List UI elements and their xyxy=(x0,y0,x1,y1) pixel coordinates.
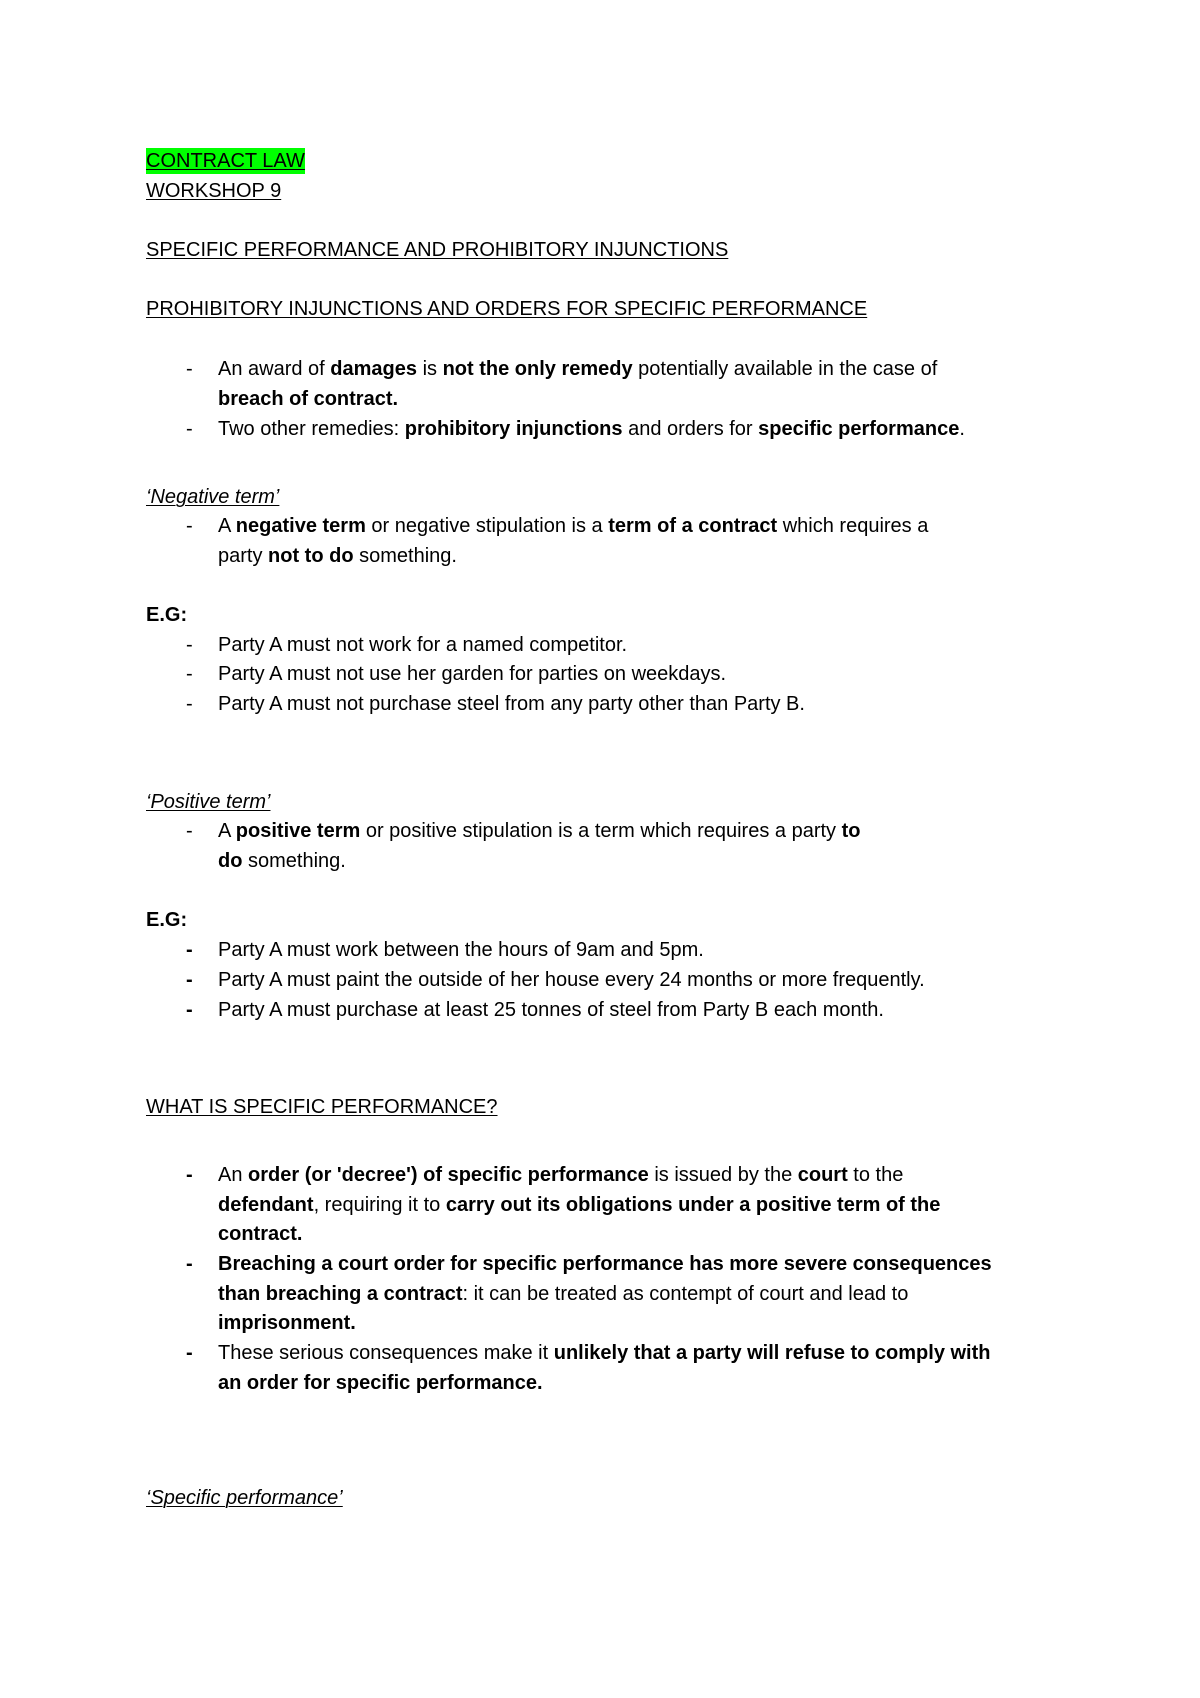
text-run: to the xyxy=(847,1164,904,1186)
sp-point-line xyxy=(218,1281,908,1307)
bold-text: not to do xyxy=(268,545,354,567)
intro-line xyxy=(218,386,398,412)
positive-definition-line xyxy=(218,818,861,844)
intro-line xyxy=(218,356,937,382)
bullet-dash: - xyxy=(186,358,193,380)
intro-line xyxy=(218,416,965,442)
bold-text: prohibitory injunctions xyxy=(404,418,623,440)
bold-text: defendant xyxy=(218,1194,314,1216)
specific-performance-heading: ‘Specific performance’ xyxy=(146,1487,343,1509)
bold-text: breach of contract. xyxy=(218,388,399,410)
bold-text: to xyxy=(841,820,861,842)
text-run: . xyxy=(959,418,965,440)
bullet-dash: - xyxy=(186,515,193,537)
bold-text: not the only remedy xyxy=(442,358,633,380)
bullet-dash: - xyxy=(186,663,193,685)
bullet-dash: - xyxy=(186,418,193,440)
negative-term-heading: ‘Negative term’ xyxy=(146,486,280,508)
bold-text: positive term xyxy=(235,820,361,842)
text-run: is xyxy=(417,358,443,380)
negative-example: Party A must not use her garden for parties on weekdays. xyxy=(218,663,727,685)
text-run: : it can be treated as contempt of court and lead to xyxy=(462,1283,909,1305)
sp-point-line xyxy=(218,1251,992,1277)
bullet-dash: - xyxy=(186,634,193,656)
positive-term-heading: ‘Positive term’ xyxy=(146,791,271,813)
sp-point-line xyxy=(218,1340,991,1366)
sp-point-line xyxy=(218,1192,940,1218)
bullet-dash: - xyxy=(186,1342,193,1364)
topic-heading: SPECIFIC PERFORMANCE AND PROHIBITORY INJUNCTIONS xyxy=(146,239,729,261)
negative-example: Party A must not work for a named competitor. xyxy=(218,634,628,656)
bold-text: an order for specific performance. xyxy=(218,1372,543,1394)
bold-text: contract. xyxy=(218,1223,303,1245)
positive-example: Party A must paint the outside of her house every 24 months or more frequently. xyxy=(218,969,925,991)
bold-text: court xyxy=(797,1164,848,1186)
bullet-dash: - xyxy=(186,820,193,842)
bold-text: term of a contract xyxy=(608,515,778,537)
text-run: or positive stipulation is a term which requires a party xyxy=(360,820,842,842)
bullet-dash: - xyxy=(186,969,193,991)
example-label: E.G: xyxy=(146,604,188,626)
text-run: party xyxy=(218,545,269,567)
text-run: which requires a xyxy=(777,515,929,537)
bold-text: damages xyxy=(330,358,418,380)
bold-text: unlikely that a party will refuse to comply with xyxy=(553,1342,991,1364)
example-label: E.G: xyxy=(146,909,188,931)
section-heading-specific-performance: WHAT IS SPECIFIC PERFORMANCE? xyxy=(146,1096,498,1118)
negative-example: Party A must not purchase steel from any party other than Party B. xyxy=(218,693,805,715)
text-run: something. xyxy=(242,850,346,872)
text-run: An award of xyxy=(218,358,331,380)
text-run: , requiring it to xyxy=(313,1194,446,1216)
bold-text: specific performance xyxy=(758,418,960,440)
text-run: A xyxy=(218,515,236,537)
sp-point-line xyxy=(218,1310,356,1336)
bullet-dash: - xyxy=(186,1164,193,1186)
bold-text: Breaching a court order for specific performance has more severe consequences xyxy=(218,1253,992,1275)
negative-definition-line xyxy=(218,513,928,539)
sp-point-line xyxy=(218,1221,302,1247)
bold-text: than breaching a contract xyxy=(218,1283,463,1305)
bold-text: imprisonment. xyxy=(218,1312,356,1334)
positive-definition-line xyxy=(218,848,346,874)
text-run: Two other remedies: xyxy=(218,418,405,440)
bold-text: carry out its obligations under a positive term of the xyxy=(445,1194,941,1216)
bullet-dash: - xyxy=(186,693,193,715)
text-run: and orders for xyxy=(622,418,759,440)
text-run: A xyxy=(218,820,236,842)
text-run: potentially available in the case of xyxy=(632,358,938,380)
positive-example: Party A must purchase at least 25 tonnes of steel from Party B each month. xyxy=(218,999,884,1021)
sp-point-line xyxy=(218,1162,903,1188)
negative-definition-line xyxy=(218,543,457,569)
document-title: CONTRACT LAW xyxy=(146,150,305,172)
section-heading-remedies: PROHIBITORY INJUNCTIONS AND ORDERS FOR SPECIFIC PERFORMANCE xyxy=(146,298,868,320)
text-run: An xyxy=(218,1164,249,1186)
text-run: or negative stipulation is a xyxy=(365,515,609,537)
text-run: is issued by the xyxy=(648,1164,798,1186)
bold-text: do xyxy=(218,850,243,872)
bullet-dash: - xyxy=(186,939,193,961)
bold-text: order (or 'decree') of specific performance xyxy=(248,1164,649,1186)
positive-example: Party A must work between the hours of 9am and 5pm. xyxy=(218,939,704,961)
bold-text: negative term xyxy=(235,515,366,537)
workshop-label: WORKSHOP 9 xyxy=(146,180,282,202)
sp-point-line xyxy=(218,1370,543,1396)
bullet-dash: - xyxy=(186,999,193,1021)
bullet-dash: - xyxy=(186,1253,193,1275)
text-run: These serious consequences make it xyxy=(218,1342,554,1364)
text-run: something. xyxy=(353,545,457,567)
